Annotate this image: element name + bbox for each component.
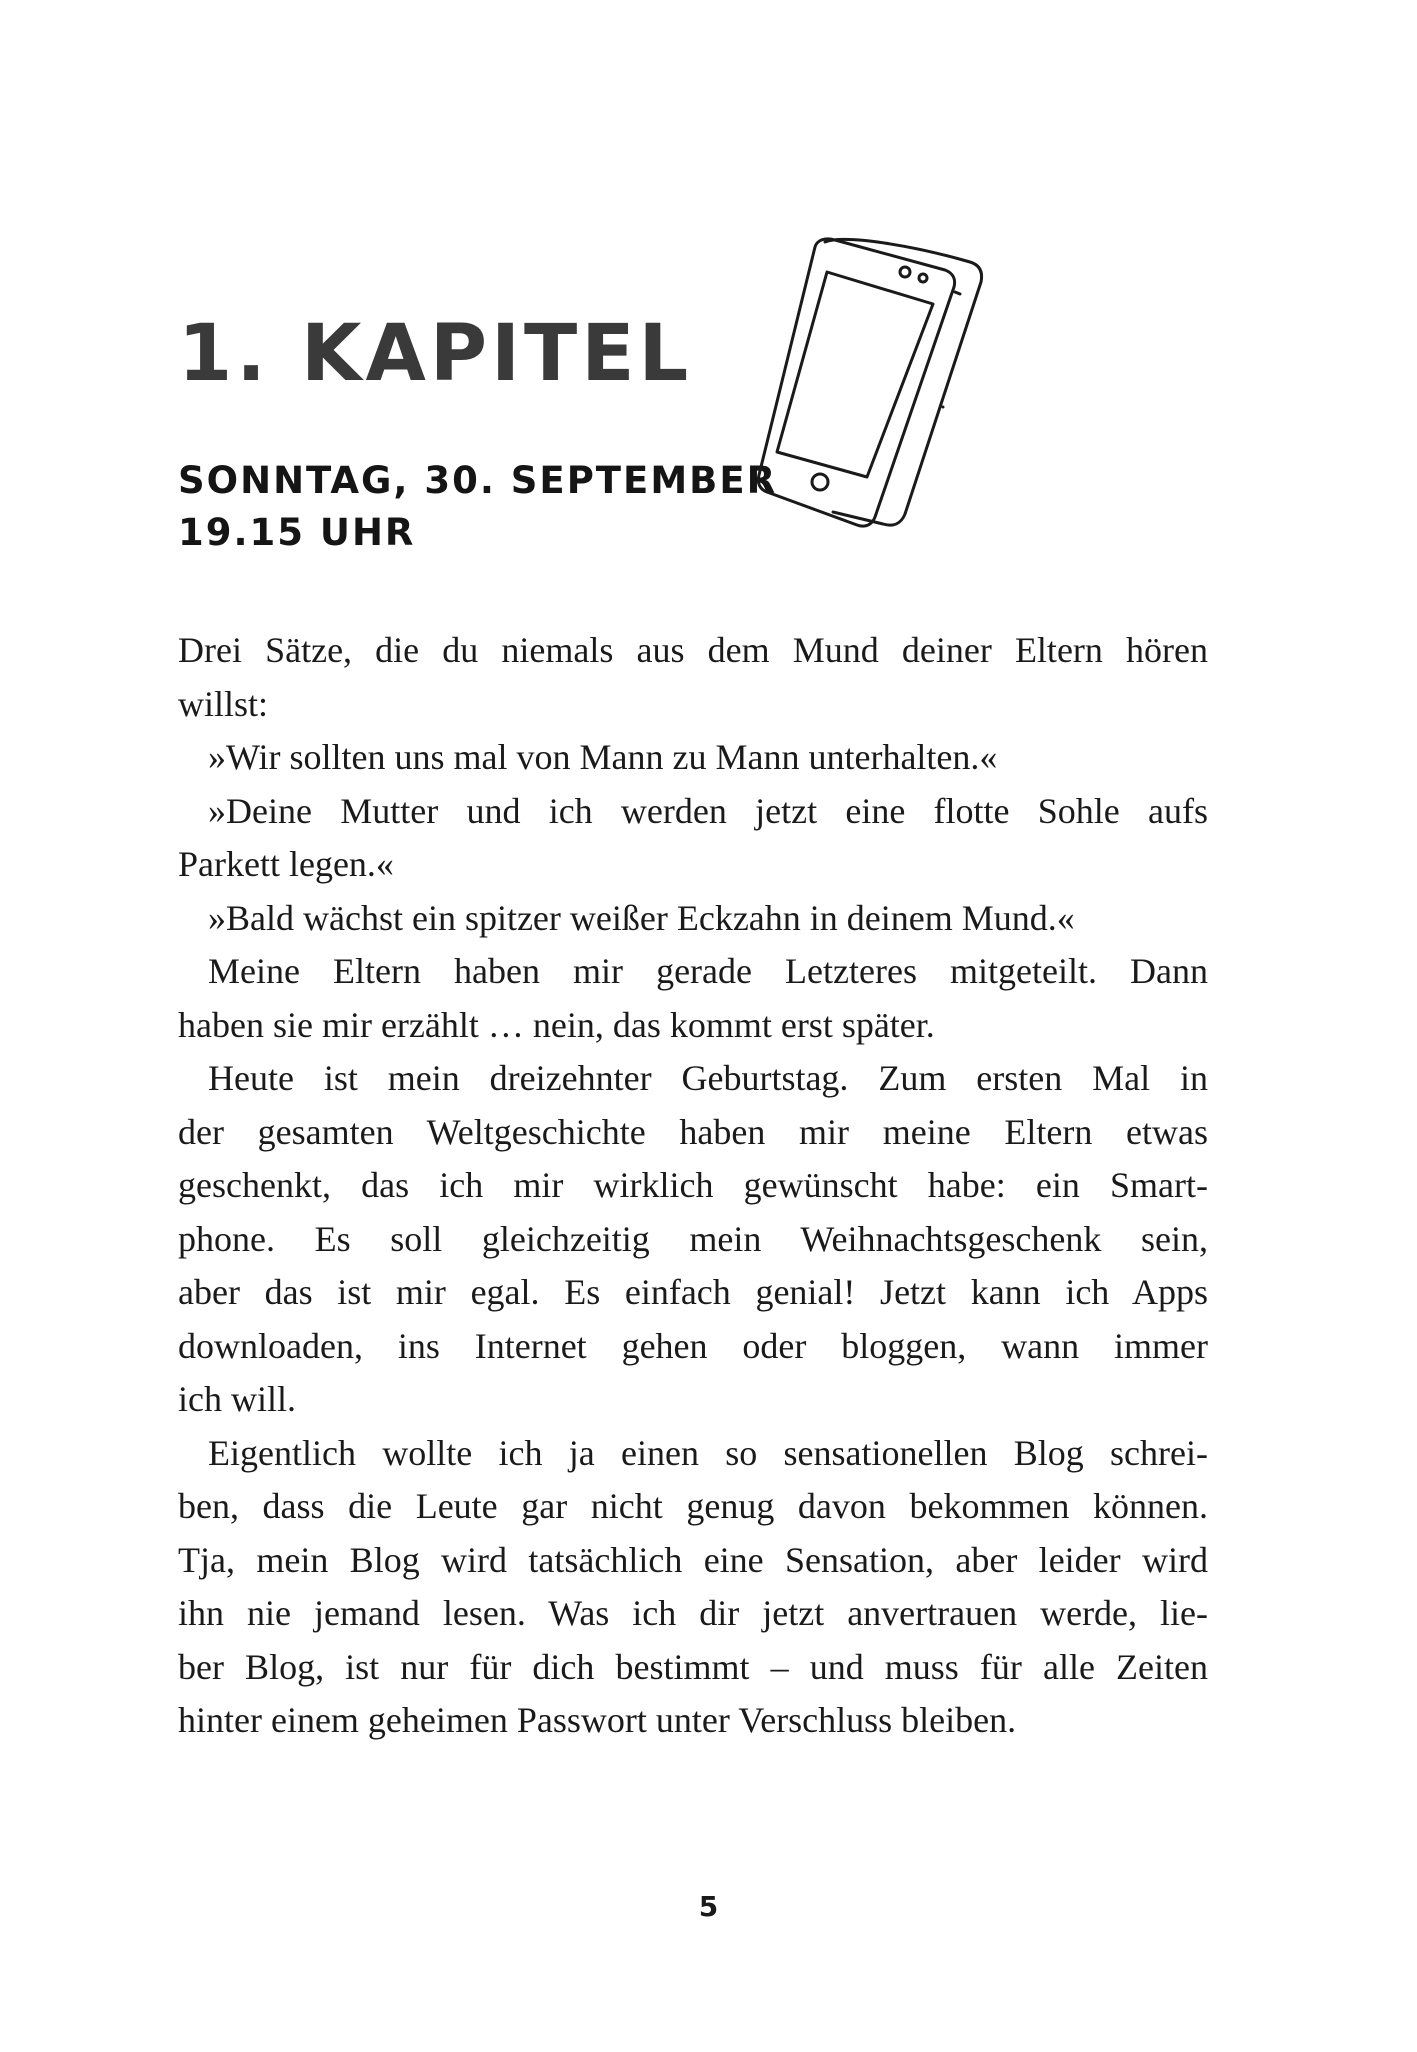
body-line: Parkett legen.«	[178, 844, 394, 884]
body-line: hinter einem geheimen Passwort unter Verschluss bleiben.	[178, 1700, 1017, 1740]
body-line: der gesamten Weltgeschichte haben mir meine Eltern etwas	[178, 1111, 1208, 1152]
body-line: »Wir sollten uns mal von Mann zu Mann unterhalten.«	[208, 737, 998, 777]
body-line: ich will.	[178, 1379, 296, 1419]
body-line: Eigentlich wollte ich ja einen so sensationellen Blog schrei-	[208, 1432, 1208, 1473]
body-line: downloaden, ins Internet gehen oder bloggen, wann immer	[178, 1325, 1208, 1366]
body-line: haben sie mir erzählt … nein, das kommt erst später.	[178, 1004, 935, 1045]
body-text	[178, 624, 1208, 1748]
body-line: Heute ist mein dreizehnter Geburtstag. Zum ersten Mal in	[208, 1058, 1208, 1098]
body-line: ben, dass die Leute gar nicht genug davon bekommen können.	[178, 1486, 1208, 1526]
body-line: Tja, mein Blog wird tatsächlich eine Sensation, aber leider wird	[178, 1539, 1208, 1580]
body-line: ber Blog, ist nur für dich bestimmt – und muss für alle Zeiten	[178, 1646, 1208, 1687]
page-number: 5	[698, 1890, 719, 1923]
smartphone-icon	[755, 232, 985, 532]
body-line: Drei Sätze, die du niemals aus dem Mund deiner Eltern hören	[178, 630, 1208, 670]
body-line: »Deine Mutter und ich werden jetzt eine flotte Sohle aufs	[208, 790, 1208, 831]
body-line: aber das ist mir egal. Es einfach genial! Jetzt kann ich Apps	[178, 1272, 1208, 1312]
body-line: willst:	[178, 683, 269, 724]
body-line: ihn nie jemand lesen. Was ich dir jetzt anvertrauen werde, lie-	[178, 1593, 1208, 1633]
dateline	[178, 455, 777, 559]
chapter-title: 1. KAPITEL	[178, 309, 693, 399]
body-line: Meine Eltern haben mir gerade Letzteres mitgeteilt. Dann	[208, 951, 1208, 991]
dateline-time: 19.15 UHR	[178, 511, 416, 554]
body-line: phone. Es soll gleichzeitig mein Weihnachtsgeschenk sein,	[178, 1218, 1208, 1259]
body-line: geschenkt, das ich mir wirklich gewünscht habe: ein Smart-	[178, 1165, 1208, 1205]
body-line: »Bald wächst ein spitzer weißer Eckzahn in deinem Mund.«	[208, 897, 1075, 938]
dateline-date: SONNTAG, 30. SEPTEMBER	[178, 459, 778, 502]
